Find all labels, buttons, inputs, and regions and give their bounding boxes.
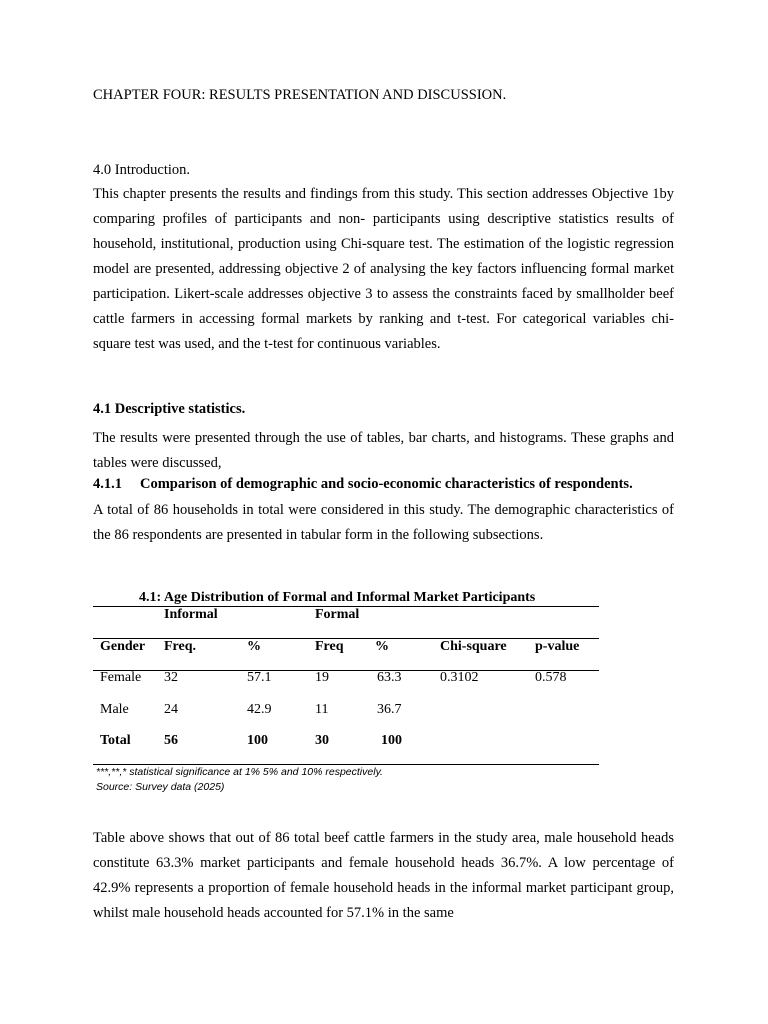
column-header-informal-pct: % [247, 639, 261, 654]
column-header-informal-freq: Freq. [164, 639, 197, 654]
cell-formal-pct: 100 [381, 733, 402, 748]
subsection-number: 4.1.1 [93, 476, 122, 492]
cell-informal-pct: 42.9 [247, 702, 272, 717]
column-header-chi-square: Chi-square [440, 639, 507, 654]
table-source: Source: Survey data (2025) [96, 781, 225, 793]
group-header-formal: Formal [315, 607, 360, 622]
group-header-informal: Informal [164, 607, 218, 622]
chapter-title: CHAPTER FOUR: RESULTS PRESENTATION AND DISCUSSION. [93, 87, 507, 103]
significance-note: ***,**,* statistical significance at 1% 5% and 10% respectively. [96, 766, 383, 778]
cell-informal-pct: 100 [247, 733, 268, 748]
cell-gender: Male [100, 702, 129, 717]
discussion-paragraph: Table above shows that out of 86 total beef cattle farmers in the study area, male household heads constitute 63.3% market participants and female household heads 36.7%. A low percentage of 42.9% represents a proportion of female household heads in the informal market participant group, whilst male household heads accounted for 57.1% in the same [93, 830, 674, 921]
cell-formal-freq: 19 [315, 670, 329, 685]
cell-gender: Female [100, 670, 142, 685]
cell-formal-pct: 63.3 [377, 670, 402, 685]
cell-gender: Total [100, 733, 131, 748]
subsection-paragraph: A total of 86 households in total were considered in this study. The demographic characteristics of the 86 respondents are presented in tabular form in the following subsections. [93, 502, 674, 543]
cell-informal-freq: 56 [164, 733, 178, 748]
column-header-formal-freq: Freq [315, 639, 344, 654]
column-header-p-value: p-value [535, 639, 580, 654]
table-title: 4.1: Age Distribution of Formal and Informal Market Participants [139, 590, 536, 605]
cell-formal-pct: 36.7 [377, 702, 402, 717]
cell-chi-square: 0.3102 [440, 670, 479, 685]
column-header-gender: Gender [100, 639, 146, 654]
section-4-1-paragraph: The results were presented through the use of tables, bar charts, and histograms. These graphs and tables were discussed, [93, 430, 674, 471]
cell-formal-freq: 11 [315, 702, 329, 717]
intro-heading: 4.0 Introduction. [93, 162, 191, 178]
table-bottom-rule [93, 764, 599, 765]
section-heading-4-1: 4.1 Descriptive statistics. [93, 401, 246, 417]
column-header-formal-pct: % [375, 639, 389, 654]
cell-p-value: 0.578 [535, 670, 567, 685]
cell-informal-pct: 57.1 [247, 670, 272, 685]
subsection-title: Comparison of demographic and socio-economic characteristics of respondents. [140, 476, 633, 492]
intro-paragraph: This chapter presents the results and findings from this study. This section addresses Objective 1by comparing profiles of participants and non- participants using descriptive statistics results of household, institutional, production using Chi-square test. The estimation of the logistic regression model are presented, addressing objective 2 of analysing the key factors influencing formal market participation. Likert-scale addresses objective 3 to assess the constraints faced by smallholder beef cattle farmers in accessing formal markets by ranking and t-test. For categorical variables chi-square test was used, and the t-test for continuous variables. [93, 186, 674, 352]
cell-informal-freq: 32 [164, 670, 178, 685]
cell-informal-freq: 24 [164, 702, 178, 717]
cell-formal-freq: 30 [315, 733, 329, 748]
